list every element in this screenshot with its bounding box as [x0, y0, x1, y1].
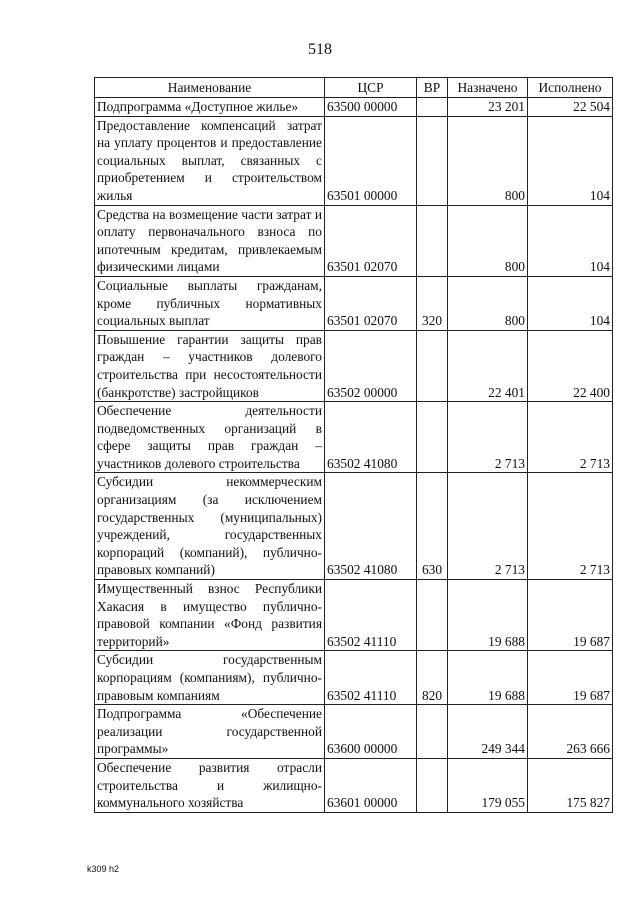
row-vr: 820 [417, 651, 448, 705]
row-csr: 63600 00000 [325, 705, 417, 759]
table-row [95, 758, 613, 812]
row-name: Повышение гарантии защиты прав граждан – участников долевого строительства при несостоятельности (банкротстве) застройщиков [95, 330, 325, 401]
row-csr: 63502 00000 [325, 330, 417, 401]
row-vr: 630 [417, 473, 448, 580]
row-csr: 63501 00000 [325, 116, 417, 205]
table-body [95, 98, 613, 813]
footer-code: k309 h2 [87, 864, 120, 874]
header-name: Наименование [95, 78, 325, 98]
row-name: Обеспечение деятельности подведомственных организаций в сфере защиты прав граждан – участников долевого строительства [95, 402, 325, 473]
table-row [95, 330, 613, 401]
row-csr: 63502 41080 [325, 473, 417, 580]
header-vr: ВР [417, 78, 448, 98]
row-planned: 800 [448, 116, 528, 205]
table-row [95, 402, 613, 473]
row-executed: 175 827 [528, 758, 613, 812]
table-row [95, 98, 613, 117]
row-vr [417, 116, 448, 205]
header-csr: ЦСР [325, 78, 417, 98]
row-csr: 63501 02070 [325, 205, 417, 276]
table-row [95, 205, 613, 276]
row-planned: 22 401 [448, 330, 528, 401]
table-row [95, 705, 613, 759]
row-executed: 19 687 [528, 580, 613, 651]
row-planned: 19 688 [448, 651, 528, 705]
header-executed: Исполнено [528, 78, 613, 98]
row-vr [417, 98, 448, 117]
row-executed: 19 687 [528, 651, 613, 705]
row-csr: 63502 41080 [325, 402, 417, 473]
row-vr [417, 705, 448, 759]
row-csr: 63502 41110 [325, 580, 417, 651]
row-planned: 800 [448, 205, 528, 276]
row-planned: 249 344 [448, 705, 528, 759]
row-vr [417, 758, 448, 812]
page-number: 518 [308, 41, 332, 58]
row-csr: 63601 00000 [325, 758, 417, 812]
row-csr: 63501 02070 [325, 276, 417, 330]
budget-table [94, 77, 613, 813]
row-name: Подпрограмма «Доступное жилье» [95, 98, 325, 117]
row-executed: 104 [528, 205, 613, 276]
table-row [95, 580, 613, 651]
row-executed: 22 504 [528, 98, 613, 117]
row-executed: 263 666 [528, 705, 613, 759]
row-planned: 800 [448, 276, 528, 330]
row-executed: 22 400 [528, 330, 613, 401]
row-name: Субсидии государственным корпорациям (компаниям), публично-правовым компаниям [95, 651, 325, 705]
row-executed: 104 [528, 116, 613, 205]
row-name: Подпрограмма «Обеспечение реализации государственной программы» [95, 705, 325, 759]
row-vr [417, 402, 448, 473]
row-executed: 2 713 [528, 473, 613, 580]
row-planned: 19 688 [448, 580, 528, 651]
table-header-row [95, 78, 613, 98]
row-executed: 2 713 [528, 402, 613, 473]
row-name: Имущественный взнос Республики Хакасия в имущество публично-правовой компании «Фонд развития территорий» [95, 580, 325, 651]
row-name: Социальные выплаты гражданам, кроме публичных нормативных социальных выплат [95, 276, 325, 330]
row-vr [417, 330, 448, 401]
row-executed: 104 [528, 276, 613, 330]
row-name: Субсидии некоммерческим организациям (за исключением государственных (муниципальных) учреждений, государственных корпораций (компаний), публично-правовых компаний) [95, 473, 325, 580]
row-csr: 63500 00000 [325, 98, 417, 117]
row-planned: 2 713 [448, 402, 528, 473]
row-csr: 63502 41110 [325, 651, 417, 705]
row-name: Средства на возмещение части затрат и оплату первоначального взноса по ипотечным кредитам, привлекаемым физическими лицами [95, 205, 325, 276]
row-name: Предоставление компенсаций затрат на уплату процентов и предоставление социальных выплат, связанных с приобретением и строительством жилья [95, 116, 325, 205]
header-planned: Назначено [448, 78, 528, 98]
row-planned: 179 055 [448, 758, 528, 812]
row-vr: 320 [417, 276, 448, 330]
row-vr [417, 580, 448, 651]
row-planned: 2 713 [448, 473, 528, 580]
row-planned: 23 201 [448, 98, 528, 117]
table-row [95, 473, 613, 580]
table-row [95, 651, 613, 705]
table-row [95, 116, 613, 205]
table-row [95, 276, 613, 330]
row-vr [417, 205, 448, 276]
row-name: Обеспечение развития отрасли строительства и жилищно-коммунального хозяйства [95, 758, 325, 812]
